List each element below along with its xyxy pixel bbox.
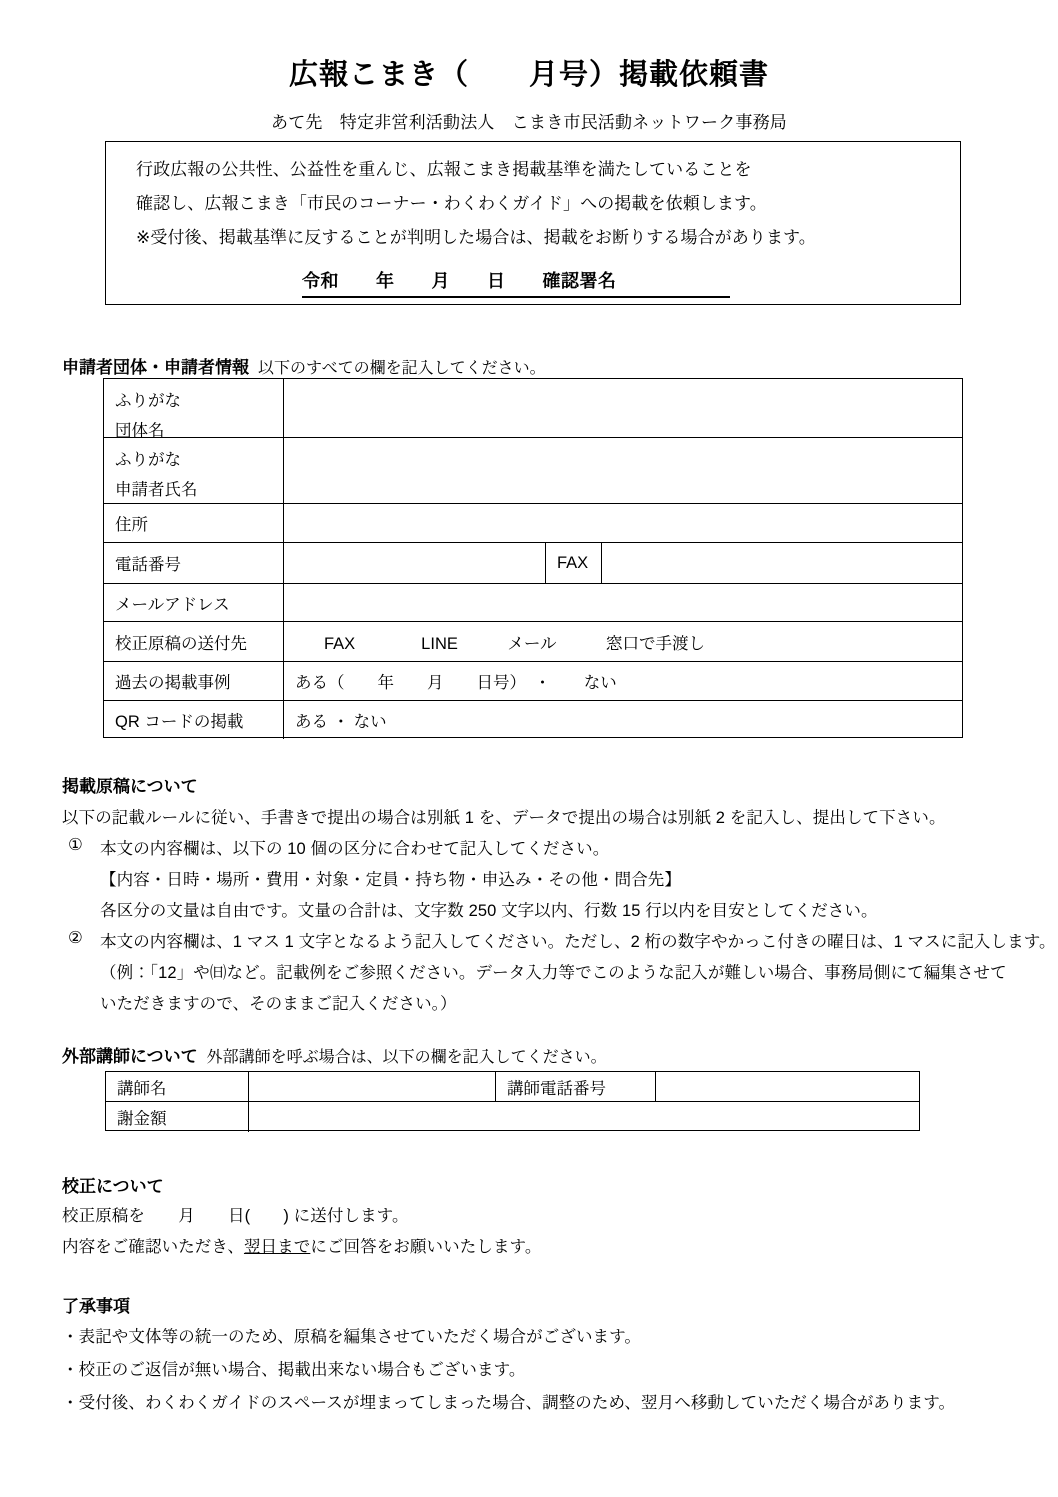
fax-label: FAX xyxy=(546,543,602,583)
declaration-line-3: ※受付後、掲載基準に反することが判明した場合は、掲載をお断りする場合があります。 xyxy=(136,228,816,247)
acknowledgement-item-2: ・校正のご返信が無い場合、掲載出来ない場合もございます。 xyxy=(62,1361,526,1379)
lecturer-table xyxy=(105,1071,920,1131)
email-label: メールアドレス xyxy=(104,584,284,621)
address-input[interactable] xyxy=(284,504,964,542)
lecturer-name-label: 講師名 xyxy=(106,1072,249,1101)
proofreading-line-2-pre: 内容をご確認いただき、 xyxy=(62,1238,244,1256)
manuscript-heading-text: 掲載原稿について xyxy=(62,777,198,796)
proofreading-section-heading xyxy=(62,1172,164,1197)
declaration-line-2: 確認し、広報こまき「市民のコーナー・わくわくガイド」への掲載を依頼します。 xyxy=(136,194,767,213)
manuscript-item-1-line-2: 【内容・日時・場所・費用・対象・定員・持ち物・申込み・その他・問合先】 xyxy=(100,871,681,889)
organization-name-input[interactable] xyxy=(284,379,964,437)
table-row xyxy=(104,584,962,622)
table-row xyxy=(106,1072,919,1102)
email-input[interactable] xyxy=(284,584,964,621)
manuscript-item-2-marker: ② xyxy=(68,929,83,947)
table-row xyxy=(104,662,962,701)
lecturer-fee-input[interactable] xyxy=(249,1102,921,1132)
qr-code-options[interactable]: ある ・ ない xyxy=(295,713,387,731)
fax-input[interactable] xyxy=(602,543,964,583)
applicant-heading-text: 申請者団体・申請者情報 xyxy=(62,358,249,377)
manuscript-item-1-line-1: 本文の内容欄は、以下の 10 個の区分に合わせて記入してください。 xyxy=(100,840,610,858)
applicant-heading-note: 以下のすべての欄を記入してください。 xyxy=(258,360,546,377)
table-row xyxy=(104,543,962,584)
addressee-line: あて先 特定非営利活動法人 こまき市民活動ネットワーク事務局 xyxy=(271,113,787,132)
table-row xyxy=(104,622,962,662)
lecturer-section-heading xyxy=(62,1042,607,1067)
manuscript-item-2-line-2: （例：「12」や㈰など。記載例をご参照ください。データ入力等でこのような記入が難しい場合、事務局側にて編集させて xyxy=(100,964,1007,982)
lecturer-heading-note: 外部講師を呼ぶ場合は、以下の欄を記入してください。 xyxy=(206,1049,607,1066)
table-row xyxy=(104,379,962,438)
manuscript-section-heading xyxy=(62,772,198,797)
manuscript-intro: 以下の記載ルールに従い、手書きで提出の場合は別紙 1 を、データで提出の場合は別紙 2 を記入し、提出して下さい。 xyxy=(62,809,946,827)
table-row xyxy=(104,504,962,543)
past-publication-label: 過去の掲載事例 xyxy=(104,662,284,700)
proofreading-deadline-emphasis: 翌日まで xyxy=(243,1238,311,1256)
proof-delivery-options[interactable]: FAX LINE メール 窓口で手渡し xyxy=(324,634,706,653)
manuscript-item-2-line-3: いただきますので、そのままご記入ください。） xyxy=(100,995,457,1013)
manuscript-item-1-line-3: 各区分の文量は自由です。文量の合計は、文字数 250 文字以内、行数 15 行以内を目安としてください。 xyxy=(100,902,878,920)
proofreading-line-2-post: にご回答をお願いいたします。 xyxy=(310,1238,542,1256)
proofreading-heading-text: 校正について xyxy=(62,1177,164,1196)
page-title: 広報こまき（ 月号）掲載依頼書 xyxy=(288,59,769,91)
lecturer-phone-input[interactable] xyxy=(656,1072,921,1101)
address-label: 住所 xyxy=(104,504,284,542)
phone-label: 電話番号 xyxy=(104,543,284,583)
phone-input[interactable] xyxy=(284,543,546,583)
acknowledgement-item-3: ・受付後、わくわくガイドのスペースが埋まってしまった場合、調整のため、翌月へ移動していただく場合があります。 xyxy=(62,1394,956,1412)
proofreading-line-2 xyxy=(62,1233,541,1257)
proof-delivery-label: 校正原稿の送付先 xyxy=(104,622,284,661)
table-row xyxy=(106,1102,919,1132)
qr-code-label: QR コードの掲載 xyxy=(104,701,284,739)
applicant-info-table xyxy=(103,378,963,738)
row-label-organization xyxy=(104,379,284,437)
manuscript-item-1-marker: ① xyxy=(68,836,83,854)
declaration-line-1: 行政広報の公共性、公益性を重んじ、広報こまき掲載基準を満たしていることを xyxy=(136,160,752,179)
lecturer-fee-label: 謝金額 xyxy=(106,1102,249,1132)
proofreading-line-1: 校正原稿を 月 日( ) に送付します。 xyxy=(62,1207,409,1225)
applicant-section-heading xyxy=(62,353,546,378)
applicant-name-input[interactable] xyxy=(284,438,964,503)
acknowledgement-item-1: ・表記や文体等の統一のため、原稿を編集させていただく場合がございます。 xyxy=(62,1328,642,1346)
furigana-label: ふりがな xyxy=(115,451,181,469)
lecturer-heading-text: 外部講師について xyxy=(62,1047,198,1066)
table-row xyxy=(104,701,962,739)
lecturer-name-input[interactable] xyxy=(249,1072,496,1101)
past-publication-options[interactable]: ある（ 年 月 日号） ・ ない xyxy=(295,674,617,692)
declaration-box xyxy=(105,141,961,305)
row-label-applicant-name xyxy=(104,438,284,503)
manuscript-item-2-line-1: 本文の内容欄は、1 マス 1 文字となるよう記入してください。ただし、2 桁の数字やかっこ付きの曜日は、1 マスに記入します。 xyxy=(100,933,1056,951)
acknowledgement-heading-text: 了承事項 xyxy=(62,1297,130,1316)
organization-name-label: 団体名 xyxy=(115,422,165,437)
acknowledgement-section-heading xyxy=(62,1292,130,1317)
signature-field[interactable]: 令和 年 月 日 確認署名 xyxy=(302,267,730,298)
lecturer-phone-label: 講師電話番号 xyxy=(496,1072,656,1101)
furigana-label: ふりがな xyxy=(115,392,181,410)
applicant-name-label: 申請者氏名 xyxy=(115,481,198,499)
table-row xyxy=(104,438,962,504)
